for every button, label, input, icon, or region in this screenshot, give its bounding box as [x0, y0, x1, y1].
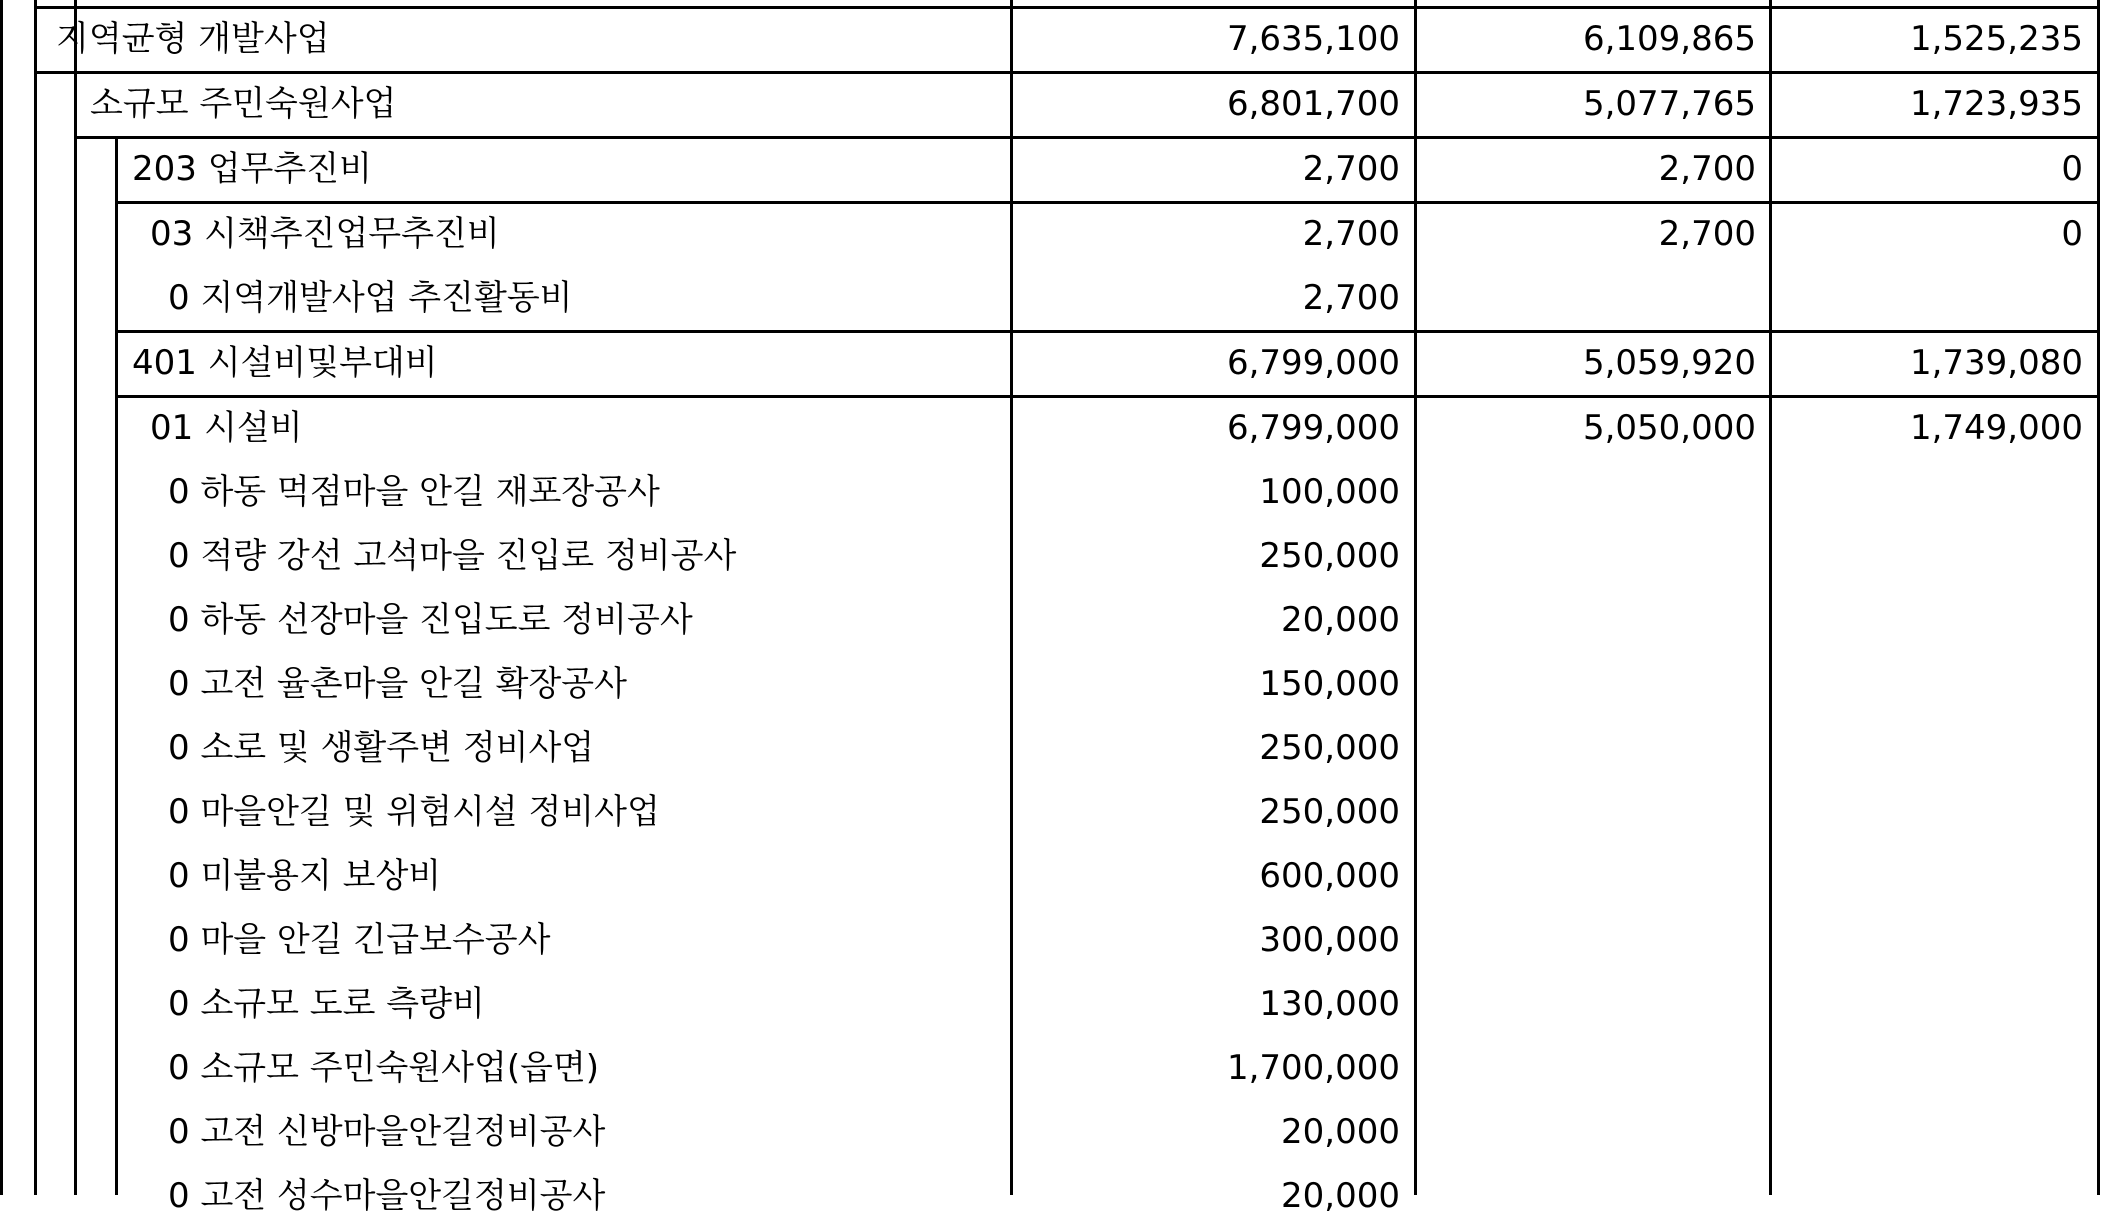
difference-amount: 1,739,080 — [1909, 343, 2083, 383]
previous-amount: 2,700 — [1658, 214, 1756, 254]
budget-amount: 100,000 — [1259, 472, 1400, 512]
table-row — [0, 716, 2100, 780]
table-row — [0, 1164, 2100, 1228]
budget-amount: 2,700 — [1302, 278, 1400, 318]
budget-amount: 130,000 — [1259, 984, 1400, 1024]
row-label: 지역균형 개발사업 — [56, 19, 330, 59]
table-row — [0, 652, 2100, 716]
table-row — [0, 72, 2100, 136]
row-label: 소규모 주민숙원사업 — [90, 84, 397, 124]
budget-amount: 6,801,700 — [1226, 84, 1400, 124]
row-label: 0 마을 안길 긴급보수공사 — [168, 920, 551, 960]
budget-amount: 600,000 — [1259, 856, 1400, 896]
table-row — [0, 7, 2100, 71]
difference-amount: 0 — [2061, 214, 2083, 254]
table-row — [0, 908, 2100, 972]
difference-amount: 1,723,935 — [1909, 84, 2083, 124]
table-row — [0, 844, 2100, 908]
table-row — [0, 972, 2100, 1036]
row-label: 0 소로 및 생활주변 정비사업 — [168, 728, 595, 768]
difference-amount: 1,749,000 — [1909, 408, 2083, 448]
previous-amount: 6,109,865 — [1582, 19, 1756, 59]
budget-amount: 2,700 — [1302, 149, 1400, 189]
row-label: 0 소규모 주민숙원사업(읍면) — [168, 1048, 600, 1088]
row-label: 03 시책추진업무추진비 — [150, 214, 500, 254]
table-row — [0, 780, 2100, 844]
row-label: 0 소규모 도로 측량비 — [168, 984, 485, 1024]
budget-amount: 7,635,100 — [1226, 19, 1400, 59]
budget-amount: 2,700 — [1302, 214, 1400, 254]
table-row — [0, 396, 2100, 460]
row-label: 0 적량 강선 고석마을 진입로 정비공사 — [168, 536, 737, 576]
budget-amount: 250,000 — [1259, 792, 1400, 832]
row-label: 0 지역개발사업 추진활동비 — [168, 278, 573, 318]
difference-amount: 1,525,235 — [1909, 19, 2083, 59]
previous-amount — [1416, 266, 1756, 330]
budget-amount: 150,000 — [1259, 664, 1400, 704]
budget-amount: 6,799,000 — [1226, 408, 1400, 448]
table-row — [0, 1100, 2100, 1164]
budget-amount: 250,000 — [1259, 728, 1400, 768]
row-label: 01 시설비 — [150, 408, 303, 448]
table-row — [0, 1036, 2100, 1100]
row-label: 0 고전 성수마을안길정비공사 — [168, 1176, 606, 1216]
budget-amount: 6,799,000 — [1226, 343, 1400, 383]
previous-amount: 5,077,765 — [1582, 84, 1756, 124]
row-label: 401 시설비및부대비 — [132, 343, 438, 383]
previous-amount: 2,700 — [1658, 149, 1756, 189]
table-row — [0, 588, 2100, 652]
table-row — [0, 202, 2100, 266]
row-label: 0 미불용지 보상비 — [168, 856, 442, 896]
difference-amount — [1771, 266, 2083, 330]
table-row — [0, 524, 2100, 588]
table-row — [0, 331, 2100, 395]
difference-amount: 0 — [2061, 149, 2083, 189]
previous-amount: 5,059,920 — [1582, 343, 1756, 383]
row-label: 203 업무추진비 — [132, 149, 372, 189]
row-label: 0 고전 신방마을안길정비공사 — [168, 1112, 606, 1152]
table-row — [0, 460, 2100, 524]
row-label: 0 마을안길 및 위험시설 정비사업 — [168, 792, 660, 832]
previous-amount: 5,050,000 — [1582, 408, 1756, 448]
budget-amount: 20,000 — [1281, 1112, 1400, 1152]
budget-amount: 20,000 — [1281, 600, 1400, 640]
row-label: 0 고전 율촌마을 안길 확장공사 — [168, 664, 627, 704]
budget-amount: 250,000 — [1259, 536, 1400, 576]
budget-amount: 300,000 — [1259, 920, 1400, 960]
row-label: 0 하동 먹점마을 안길 재포장공사 — [168, 472, 660, 512]
row-label: 0 하동 선장마을 진입도로 정비공사 — [168, 600, 693, 640]
table-row — [0, 266, 2100, 330]
budget-amount: 1,700,000 — [1226, 1048, 1400, 1088]
table-row — [0, 137, 2100, 201]
budget-amount: 20,000 — [1281, 1176, 1400, 1216]
